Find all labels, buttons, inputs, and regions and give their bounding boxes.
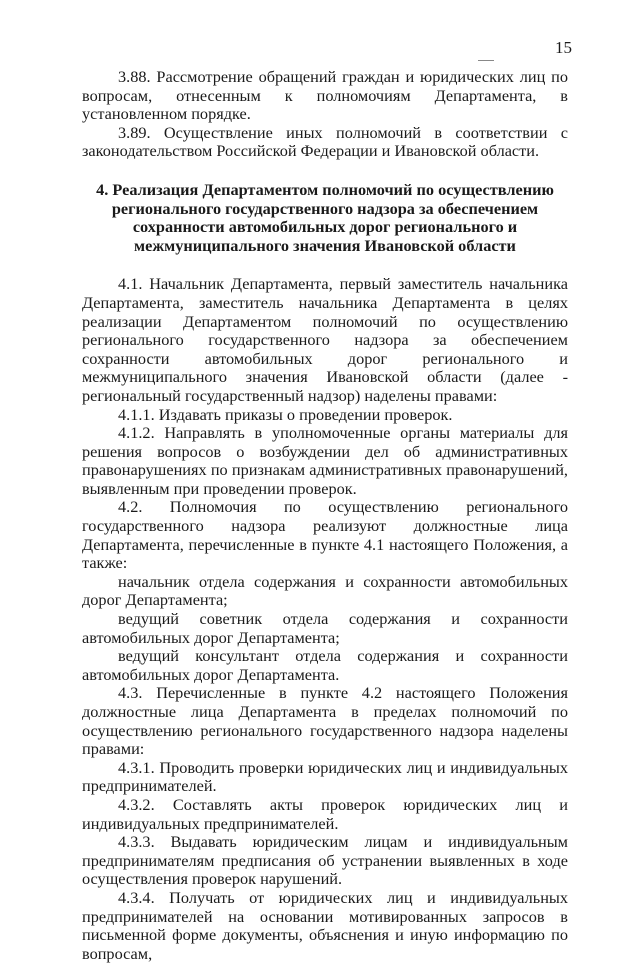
paragraph-4-3: 4.3. Перечисленные в пункте 4.2 настоящего Положения должностные лица Департамента в пределах полномочий по осуществлению регионального государственного надзора наделены правами: <box>82 683 568 759</box>
paragraph-4-1-1: 4.1.1. Издавать приказы о проведении проверок. <box>118 404 453 424</box>
paragraph-4-3-1: 4.3.1. Проводить проверки юридических лиц и индивидуальных предпринимателей. <box>82 757 568 796</box>
paragraph-4-1: 4.1. Начальник Департамента, первый заместитель начальника Департамента, заместитель начальника Департамента в целях реализации Департаментом полномочий по осуществлению регионального государственного надзора за обеспечением сохранности автомобильных дорог регионального и межмуниципального значения Ивановской области (далее - региональный государственный надзор) наделены правами: <box>82 274 568 405</box>
paragraph-4-1-2: 4.1.2. Направлять в уполномоченные органы материалы для решения вопросов о возбуждении дел об административных правонарушениях по признакам административных правонарушений, выявленным при проведении проверок. <box>82 423 568 498</box>
list-item-official: ведущий советник отдела содержания и сохранности автомобильных дорог Департамента; <box>82 609 568 647</box>
paragraph-4-3-3: 4.3.3. Выдавать юридическим лицам и индивидуальным предпринимателям предписания об устранении выявленных в ходе осуществления проверок нарушений. <box>82 832 568 889</box>
paragraph-3-88: 3.88. Рассмотрение обращений граждан и юридических лиц по вопросам, отнесенным к полномочиям Департамента, в установленном порядке. <box>82 67 568 124</box>
list-item-official: начальник отдела содержания и сохранности автомобильных дорог Департамента; <box>82 571 568 610</box>
paragraph-4-2: 4.2. Полномочия по осуществлению регионального государственного надзора реализуют должностные лица Департамента, перечисленные в пункте 4.1 настоящего Положения, а также: <box>82 497 568 573</box>
paragraph-3-89: 3.89. Осуществление иных полномочий в соответствии с законодательством Российской Федерации и Ивановской области. <box>82 122 568 161</box>
section-heading: 4. Реализация Департаментом полномочий по осуществлению регионального государственного надзора за обеспечением сохранности автомобильных дорог регионального и межмуниципального значения Ивановской области <box>96 179 554 255</box>
paragraph-4-3-4: 4.3.4. Получать от юридических лиц и индивидуальных предпринимателей на основании мотивированных запросов в письменной форме документы, объяснения и иную информацию по вопросам, <box>82 887 568 963</box>
document-body <box>82 68 568 963</box>
scan-speck <box>478 60 494 61</box>
page-number: 15 <box>555 38 572 57</box>
paragraph-4-3-2: 4.3.2. Составлять акты проверок юридических лиц и индивидуальных предпринимателей. <box>82 794 568 833</box>
list-item-official: ведущий консультант отдела содержания и сохранности автомобильных дорог Департамента. <box>82 646 568 684</box>
